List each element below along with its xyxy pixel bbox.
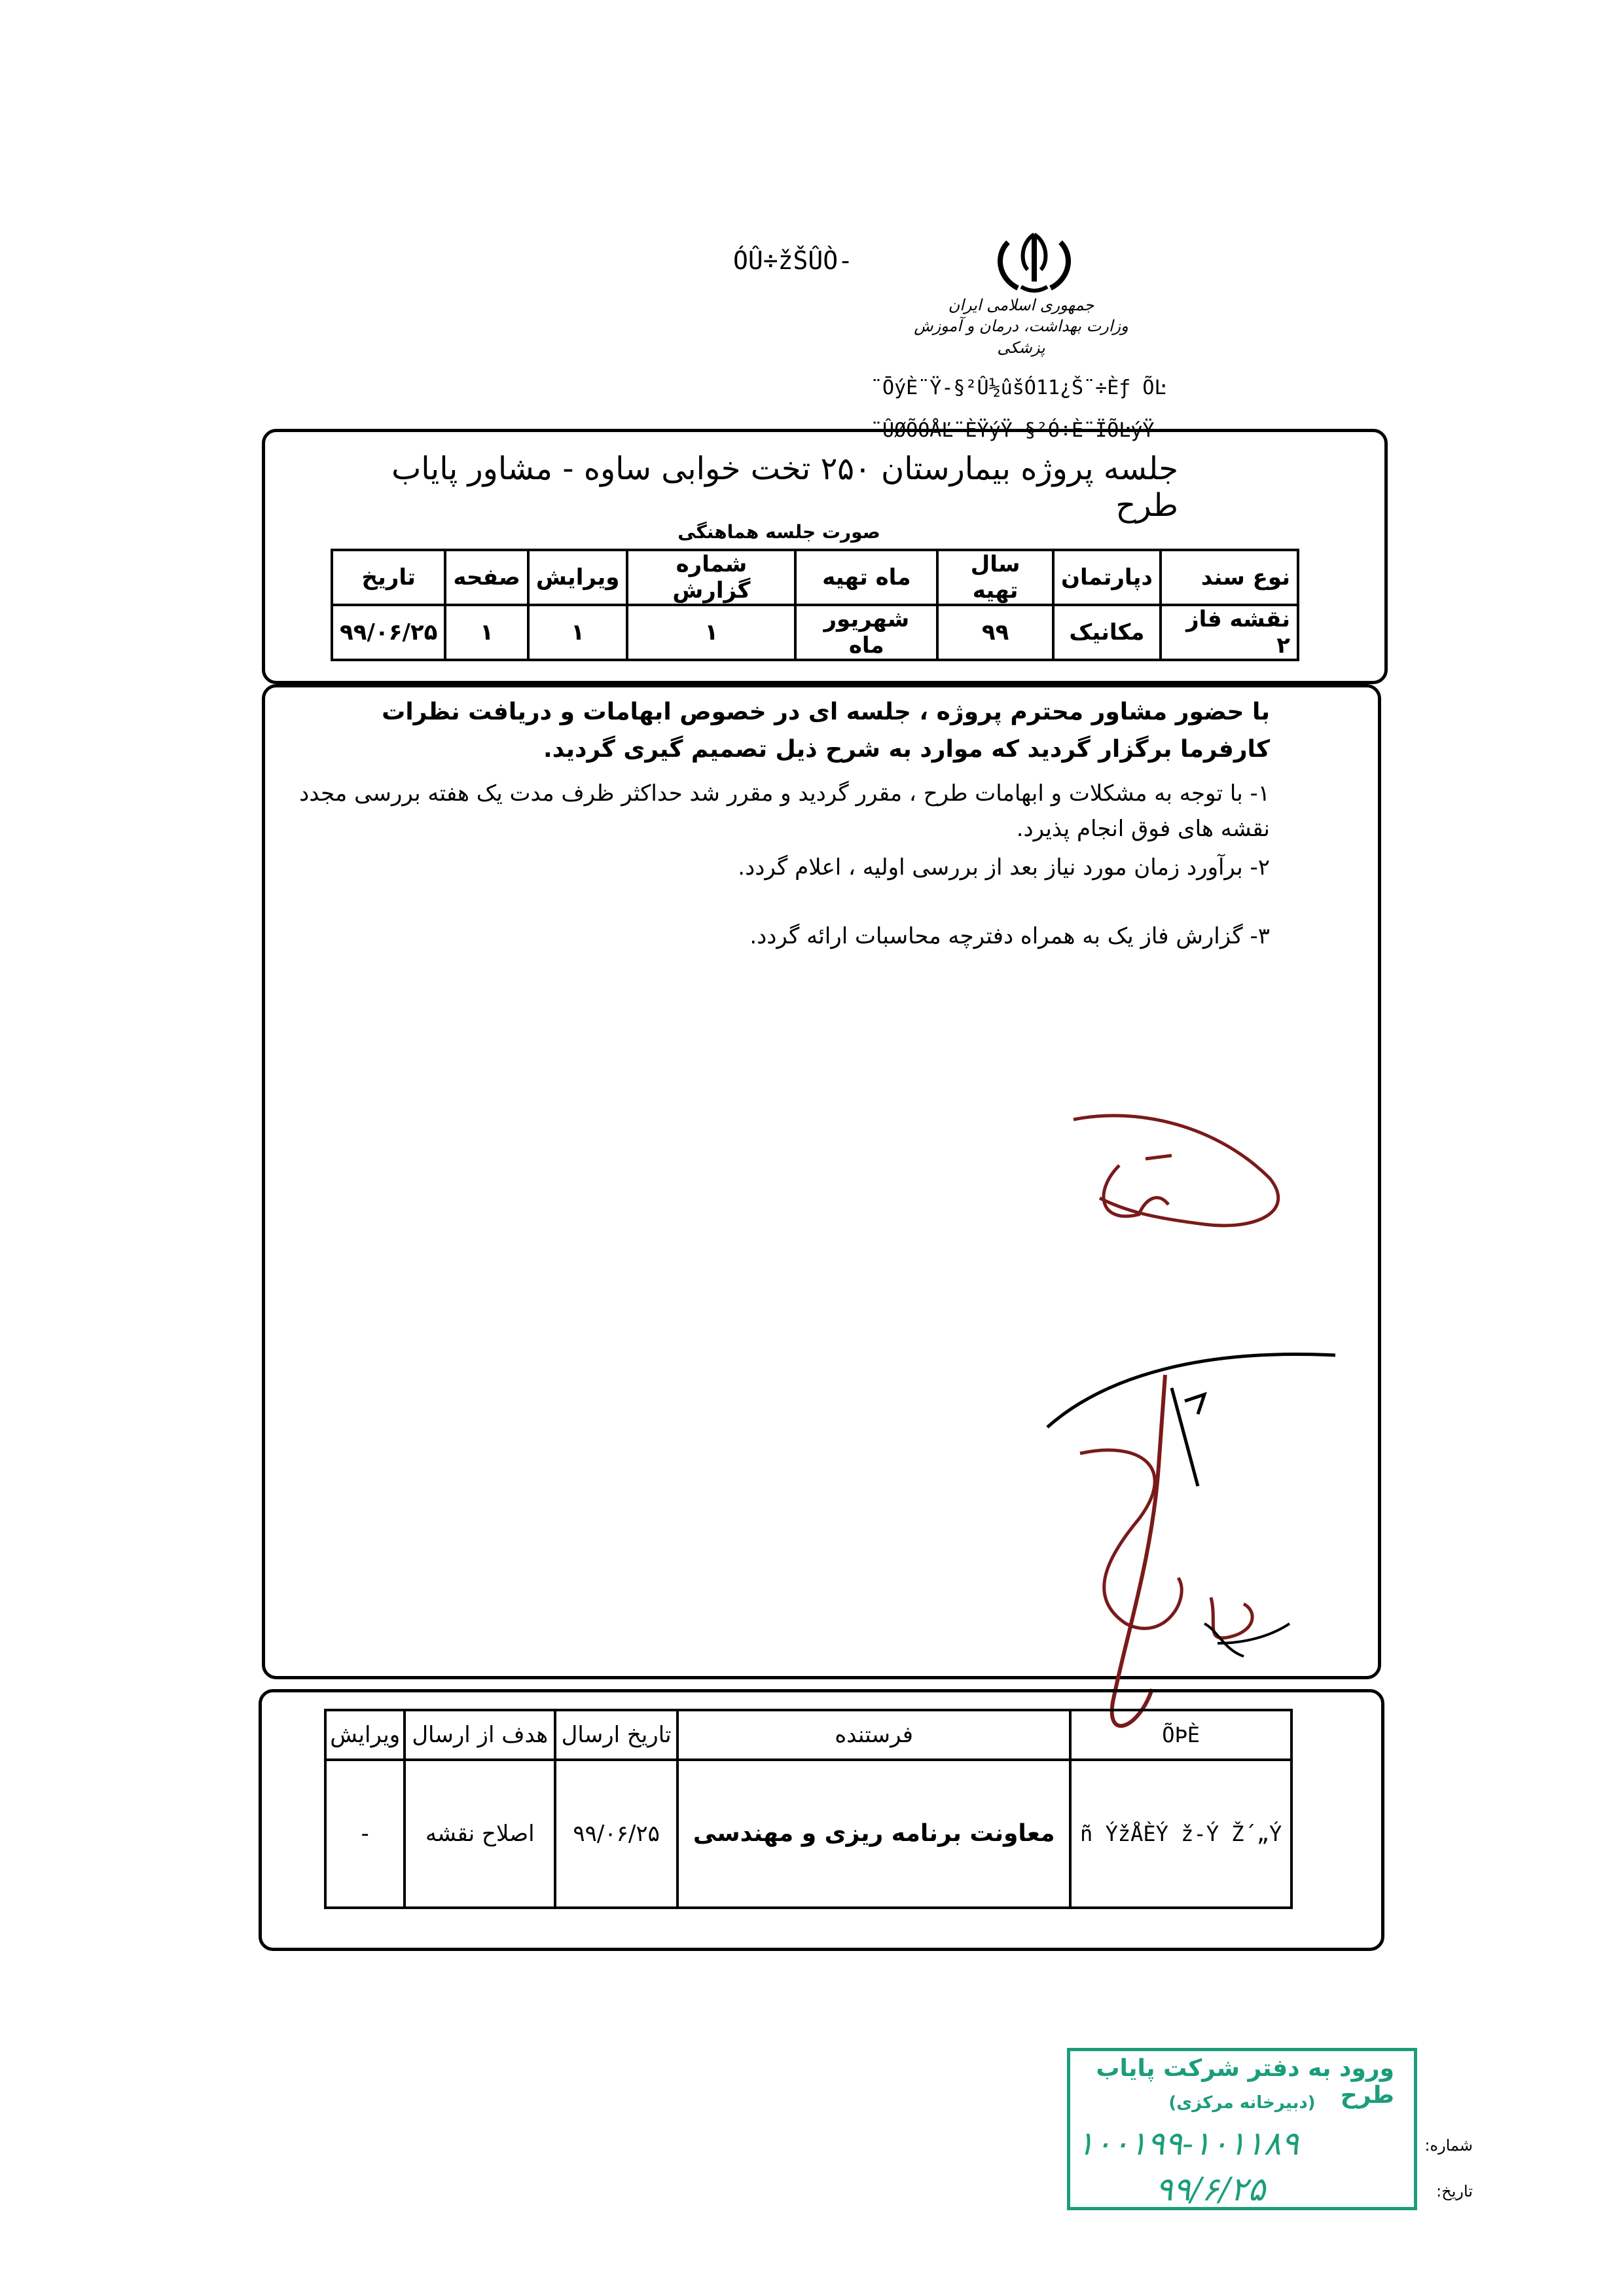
header-doc-type: نوع سند xyxy=(1161,550,1298,605)
value-edition: - xyxy=(325,1760,405,1908)
stamp-number-value: ۱۰۰۱۹۹-۱۰۱۱۸۹ xyxy=(1077,2124,1299,2162)
header-revision: ویرایش xyxy=(528,550,628,605)
table-caption: صورت جلسه هماهنگی xyxy=(677,521,880,543)
transmittal-value-row xyxy=(325,1760,1291,1908)
ministry-heading xyxy=(910,295,1132,358)
decision-item-2: ۲- برآورد زمان مورد نیاز بعد از بررسی اولیه ، اعلام گردد. xyxy=(738,854,1270,881)
header-recipient: ÕÞÈ xyxy=(1070,1710,1291,1760)
info-table xyxy=(331,549,1299,661)
header-send-date: تاریخ ارسال xyxy=(555,1710,677,1760)
header-purpose: هدف از ارسال xyxy=(405,1710,555,1760)
info-table-value-row xyxy=(332,605,1298,660)
value-doc-type: نقشه فاز ۲ xyxy=(1161,605,1298,660)
decision-item-3: ۳- گزارش فاز یک به همراه دفترچه محاسبات ارائه گردد. xyxy=(749,923,1270,949)
document-title: جلسه پروژه بیمارستان ۲۵۰ تخت خوابی ساوه - مشاور پایاب طرح xyxy=(391,450,1178,524)
garbled-line-3: ¨ÛØÕÓÅĽ¨ÈŸýŸ-§²Ó÷È¨ÏÕĿýŸ xyxy=(871,419,1155,442)
transmittal-header-row xyxy=(325,1710,1291,1760)
stamp-title: ورود به دفتر شرکت پایاب طرح xyxy=(1096,2055,1394,2109)
stamp-number-label: شماره: xyxy=(1424,2136,1473,2155)
receipt-stamp xyxy=(1067,2048,1473,2210)
intro-paragraph: با حضور مشاور محترم پروژه ، جلسه ای در خصوص ابهامات و دریافت نظرات کارفرما برگزار گردید که موارد به شرح ذیل تصمیم گیری گردید. xyxy=(382,699,1270,763)
ministry-line2: وزارت بهداشت، درمان و آموزش پزشکی xyxy=(914,317,1128,357)
header-month: ماه تهیه xyxy=(795,550,937,605)
header-department: دپارتمان xyxy=(1053,550,1161,605)
transmittal-table xyxy=(324,1709,1293,1909)
header-edition: ویرایش xyxy=(325,1710,405,1760)
header-date: تاریخ xyxy=(332,550,445,605)
iran-emblem-icon xyxy=(982,229,1087,301)
header-report-number: شماره گزارش xyxy=(627,550,795,605)
info-table-header-row xyxy=(332,550,1298,605)
value-page: ۱ xyxy=(445,605,528,660)
value-recipient: ñ ÝžÅÈÝ ž-Ý Ž´„Ý xyxy=(1070,1760,1291,1908)
ministry-line1: جمهوری اسلامی ایران xyxy=(948,296,1094,314)
value-date: ۹۹/۰۶/۲۵ xyxy=(332,605,445,660)
value-sender: معاونت برنامه ریزی و مهندسی xyxy=(677,1760,1070,1908)
decision-item-1: ۱- با توجه به مشکلات و ابهامات طرح ، مقرر گردید و مقرر شد حداکثر ظرف مدت یک هفته بررسی مجدد نقشه های فوق انجام پذیرد. xyxy=(299,780,1270,843)
header-sender: فرستنده xyxy=(677,1710,1070,1760)
header-page: صفحه xyxy=(445,550,528,605)
value-report-number: ۱ xyxy=(627,605,795,660)
value-purpose: اصلاح نقشه xyxy=(405,1760,555,1908)
stamp-date-value: ۹۹/۶/۲۵ xyxy=(1155,2170,1265,2208)
garbled-line-2: ¨ŌýÈ¨Ÿ-§²Û½ûšÓ11¿Š¨÷Èƒ ÕĿ xyxy=(871,376,1166,399)
value-send-date: ۹۹/۰۶/۲۵ xyxy=(555,1760,677,1908)
header-year: سال تهیه xyxy=(937,550,1053,605)
stamp-date-label: تاریخ: xyxy=(1436,2182,1473,2200)
value-revision: ۱ xyxy=(528,605,628,660)
value-month: شهریور ماه xyxy=(795,605,937,660)
stamp-subtitle: (دبیرخانه مرکزی) xyxy=(1168,2093,1316,2113)
garbled-header-text: ÓÛ÷žŠÛÒ- xyxy=(733,246,854,275)
value-year: ۹۹ xyxy=(937,605,1053,660)
value-department: مکانیک xyxy=(1053,605,1161,660)
